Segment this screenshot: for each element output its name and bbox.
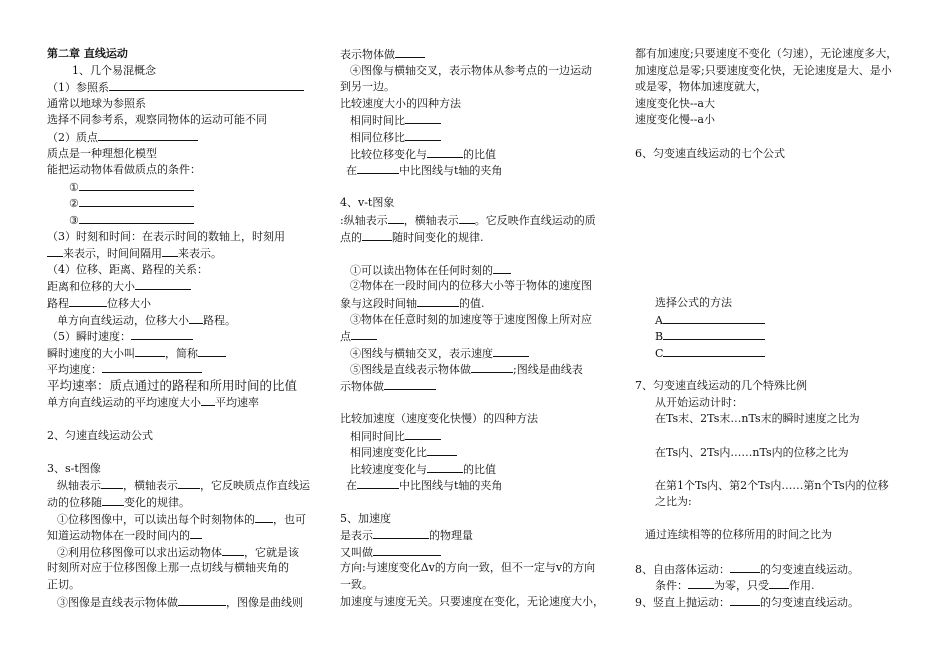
label: 比较速度变化与 [350,462,427,476]
fill-blank [47,245,63,257]
label: 瞬时速度的大小叫 [47,346,135,360]
label: ，横轴表示 [403,213,459,227]
fill-blank [135,278,191,290]
text-line [340,262,620,279]
fill-blank [102,361,202,373]
text-line: 一致。 [340,578,373,591]
text-line [47,477,322,494]
text-line [47,129,322,146]
fill-blank [201,394,215,406]
fill-blank [162,245,178,257]
fill-blank [493,262,511,274]
text-line: 速度变化快--a大 [635,96,715,110]
label: B [655,330,664,344]
section-heading [635,594,910,611]
fill-blank [109,79,304,91]
label: ，简称 [165,346,198,360]
label: 条件： [655,579,688,593]
label: ③图像是直线表示物体做 [57,595,178,609]
text-line: 在Ts内、2Ts内……nTs内的位移之比为 [655,445,849,459]
label: （2）质点 [47,130,98,144]
text-line [47,245,322,262]
text-line: 选择不同参考系，观察同物体的运动可能不同 [47,113,267,127]
label: 的匀变速直线运动。 [760,562,859,576]
label: 中比图线与t轴的夹角 [399,164,503,178]
fill-blank [459,212,475,224]
label: 位移大小 [107,296,151,310]
text-line: 速度变化慢--a小 [635,113,715,127]
label: 相同时间比 [350,429,405,443]
fill-blank [198,345,226,357]
label: ;图线是曲线表 [513,363,583,377]
label: 相同位移比 [350,130,405,144]
label: 距离和位移的大小 [47,280,135,294]
label: ②利用位移图像可以求出运动物体 [57,545,222,559]
label: :纵轴表示 [340,213,388,227]
label: 动的位移随 [47,496,102,510]
label: A [655,313,663,327]
label: 点 [340,330,351,344]
fill-blank [190,527,202,539]
text-line [340,129,620,146]
label: 9、竖直上抛运动： [635,595,730,609]
label: 比较位移变化与 [350,147,427,161]
text-line: ③物体在任意时刻的加速度等于速度图像上所对应 [350,312,592,326]
text-line [340,212,620,229]
text-line [47,195,322,212]
fill-blank [79,179,194,191]
label: ①可以读出物体在任何时刻的 [350,263,493,277]
fill-blank [769,577,789,589]
fill-blank [405,129,441,141]
text-line: 加速度总是零;只要速度变化快，无论速度是大、是小 [635,63,892,77]
section-heading: 比较速度大小的四种方法 [340,96,461,110]
text-line [340,428,620,445]
text-line [47,494,322,511]
label: 的比值 [463,147,496,161]
fill-blank [493,345,529,357]
fill-blank [384,378,436,390]
label: 来表示。 [178,247,222,261]
text-line: ④图像与横轴交叉，表示物体从参考点的一边运动 [350,63,592,77]
text-line: 从开始运动计时： [655,395,743,409]
text-line [47,345,322,362]
text-line [635,577,910,594]
label: ④图线与横轴交叉，表示速度 [350,346,493,360]
fill-blank [69,295,107,307]
text-line [47,295,322,312]
text-line: 之比为: [655,495,692,509]
text-line: 能把运动物体看做质点的条件： [47,163,201,177]
fill-blank [102,494,124,506]
label: ，图像是曲线则 [226,595,303,609]
fill-blank [663,312,765,324]
label: 表示物体做 [340,48,395,61]
section-heading: 比较加速度（速度变化快慢）的四种方法 [340,412,538,426]
label: 作用. [789,579,815,593]
text-line [47,212,322,229]
fill-blank [373,527,429,539]
label: 平均速率 [215,396,259,410]
fill-blank [388,212,404,224]
fill-blank [189,312,203,324]
label: 示物体做 [340,379,384,393]
label: 路程。 [203,313,236,327]
fill-blank [178,594,226,606]
text-line [47,328,322,345]
text-line [47,79,322,96]
text-line [340,46,620,63]
label: 纵轴表示 [57,479,101,493]
fill-blank [373,544,441,556]
text-line: 质点是一种理想化模型 [47,146,157,160]
text-line [340,112,620,129]
fill-blank [101,477,123,489]
label: 单方向直线运动的平均速度大小 [47,396,201,410]
section-heading: 6、匀变速直线运动的七个公式 [635,146,785,160]
label: （5）瞬时速度： [47,330,131,344]
column-left [47,46,322,610]
fill-blank [427,146,463,158]
fill-blank [79,212,194,224]
column-right [635,46,910,610]
label: 变化的规律。 [124,496,190,510]
text-line: 在第1个Ts内、第2个Ts内……第n个Ts内的位移 [655,478,889,492]
label: 的值. [459,296,485,310]
text-line [340,444,620,461]
label: ，它就是该 [244,545,299,559]
label: 相同时间比 [350,114,405,128]
text-line [47,361,322,378]
section-heading: 5、加速度 [340,511,391,525]
label: C [655,346,664,360]
text-line [340,477,620,494]
fill-blank [417,295,459,307]
text-line [47,594,322,611]
text-line [340,544,620,561]
fill-blank [471,361,513,373]
label: 路程 [47,296,69,310]
text-line: 正切。 [47,578,80,591]
label: ⑤图线是直线表示物体做 [350,363,471,377]
label: ③ [69,213,79,227]
label: ① [69,180,79,194]
section-heading: 3、s-t图像 [47,461,101,475]
text-line [340,461,620,478]
text-line [340,527,620,544]
text-line [47,527,322,544]
text-line [635,345,910,362]
section-heading: 1、几个易混概念 [72,63,156,77]
fill-blank [362,229,392,241]
text-line: 到另一边。 [340,80,395,94]
text-line: 方向:与速度变化Δv的方向一致，但不一定与v的方向 [340,561,596,575]
text-line: 选择公式的方法 [655,296,732,310]
text-line [635,328,910,345]
text-line [340,361,620,378]
text-line: （4）位移、距离、路程的关系： [47,262,208,276]
fill-blank [395,46,425,58]
section-heading: 4、v-t图象 [340,196,395,210]
text-line: ②物体在一段时间内的位移大小等于物体的速度图 [350,279,592,293]
label: ② [69,197,79,211]
label: ，它反映质点作直线运 [200,479,310,493]
fill-blank [178,477,200,489]
label: 又叫做 [340,545,373,559]
text-line [340,378,620,395]
fill-blank [357,477,399,489]
text-line [340,146,620,163]
label: 的匀变速直线运动。 [760,595,859,609]
label: 在 [346,164,357,178]
text-line [47,511,322,528]
text-line [635,312,910,329]
label: 的比值 [463,462,496,476]
text-line [47,394,322,411]
section-heading: 7、匀变速直线运动的几个特殊比例 [635,379,807,393]
label: 相同速度变化比 [350,446,427,460]
text-line [340,345,620,362]
text-line [340,295,620,312]
label: ，横轴表示 [123,479,178,493]
label: 的物理量 [429,529,473,543]
fill-blank [131,328,193,340]
label: （1）参照系 [47,81,109,95]
text-line [47,179,322,196]
label: 。它反映作直线运动的质 [474,213,596,227]
label: ①位移图像中，可以读出每个时刻物体的 [57,512,255,526]
column-middle [340,46,620,610]
text-line: 或是零，物体加速度就大， [635,80,767,94]
fill-blank [357,162,399,174]
label: 随时间变化的规律. [392,230,484,244]
chapter-title: 第二章 直线运动 [47,47,128,60]
text-line: 通过连续相等的位移所用的时间之比为 [645,528,832,542]
text-line: 平均速率：质点通过的路程和所用时间的比值 [47,377,298,393]
fill-blank [405,112,441,124]
label: 中比图线与t轴的夹角 [399,479,503,493]
fill-blank [98,129,198,141]
text-line: 都有加速度;只要速度不变化（匀速），无论速度多大， [635,47,898,60]
fill-blank [135,345,165,357]
text-line [340,229,620,246]
fill-blank [730,594,760,606]
fill-blank [427,444,457,456]
fill-blank [222,544,244,556]
fill-blank [79,195,194,207]
label: 在 [346,479,357,493]
text-line [47,278,322,295]
text-line [47,312,322,329]
fill-blank [255,511,273,523]
label: 点的 [340,230,362,244]
section-heading [635,561,910,578]
label: 象与这段时间轴 [340,296,417,310]
fill-blank [351,328,377,340]
text-line: （3）时刻和时间：在表示时间的数轴上，时刻用 [47,229,285,243]
fill-blank [663,345,765,357]
fill-blank [427,461,463,473]
text-line: 通常以地球为参照系 [47,96,146,110]
label: 为零，只受 [714,579,769,593]
label: 单方向直线运动，位移大小 [57,313,189,327]
label: 来表示，时间间隔用 [63,247,162,261]
label: 8、自由落体运动： [635,562,730,576]
text-line: 时刻所对应于位移图像上那一点切线与横轴夹角的 [47,561,289,575]
text-line [340,328,620,345]
label: 是表示 [340,529,373,543]
label: 平均速度： [47,363,102,377]
label: 知道运动物体在一段时间内的 [47,529,190,543]
fill-blank [730,561,760,573]
fill-blank [688,577,714,589]
label: ，也可 [273,512,306,526]
fill-blank [405,428,441,440]
text-line: 在Ts末、2Ts末…nTs末的瞬时速度之比为 [655,412,860,426]
text-line: 加速度与速度无关。只要速度在变化，无论速度大小， [340,594,604,608]
fill-blank [663,328,765,340]
section-heading: 2、匀速直线运动公式 [47,428,153,442]
text-line [340,162,620,179]
text-line [47,544,322,561]
